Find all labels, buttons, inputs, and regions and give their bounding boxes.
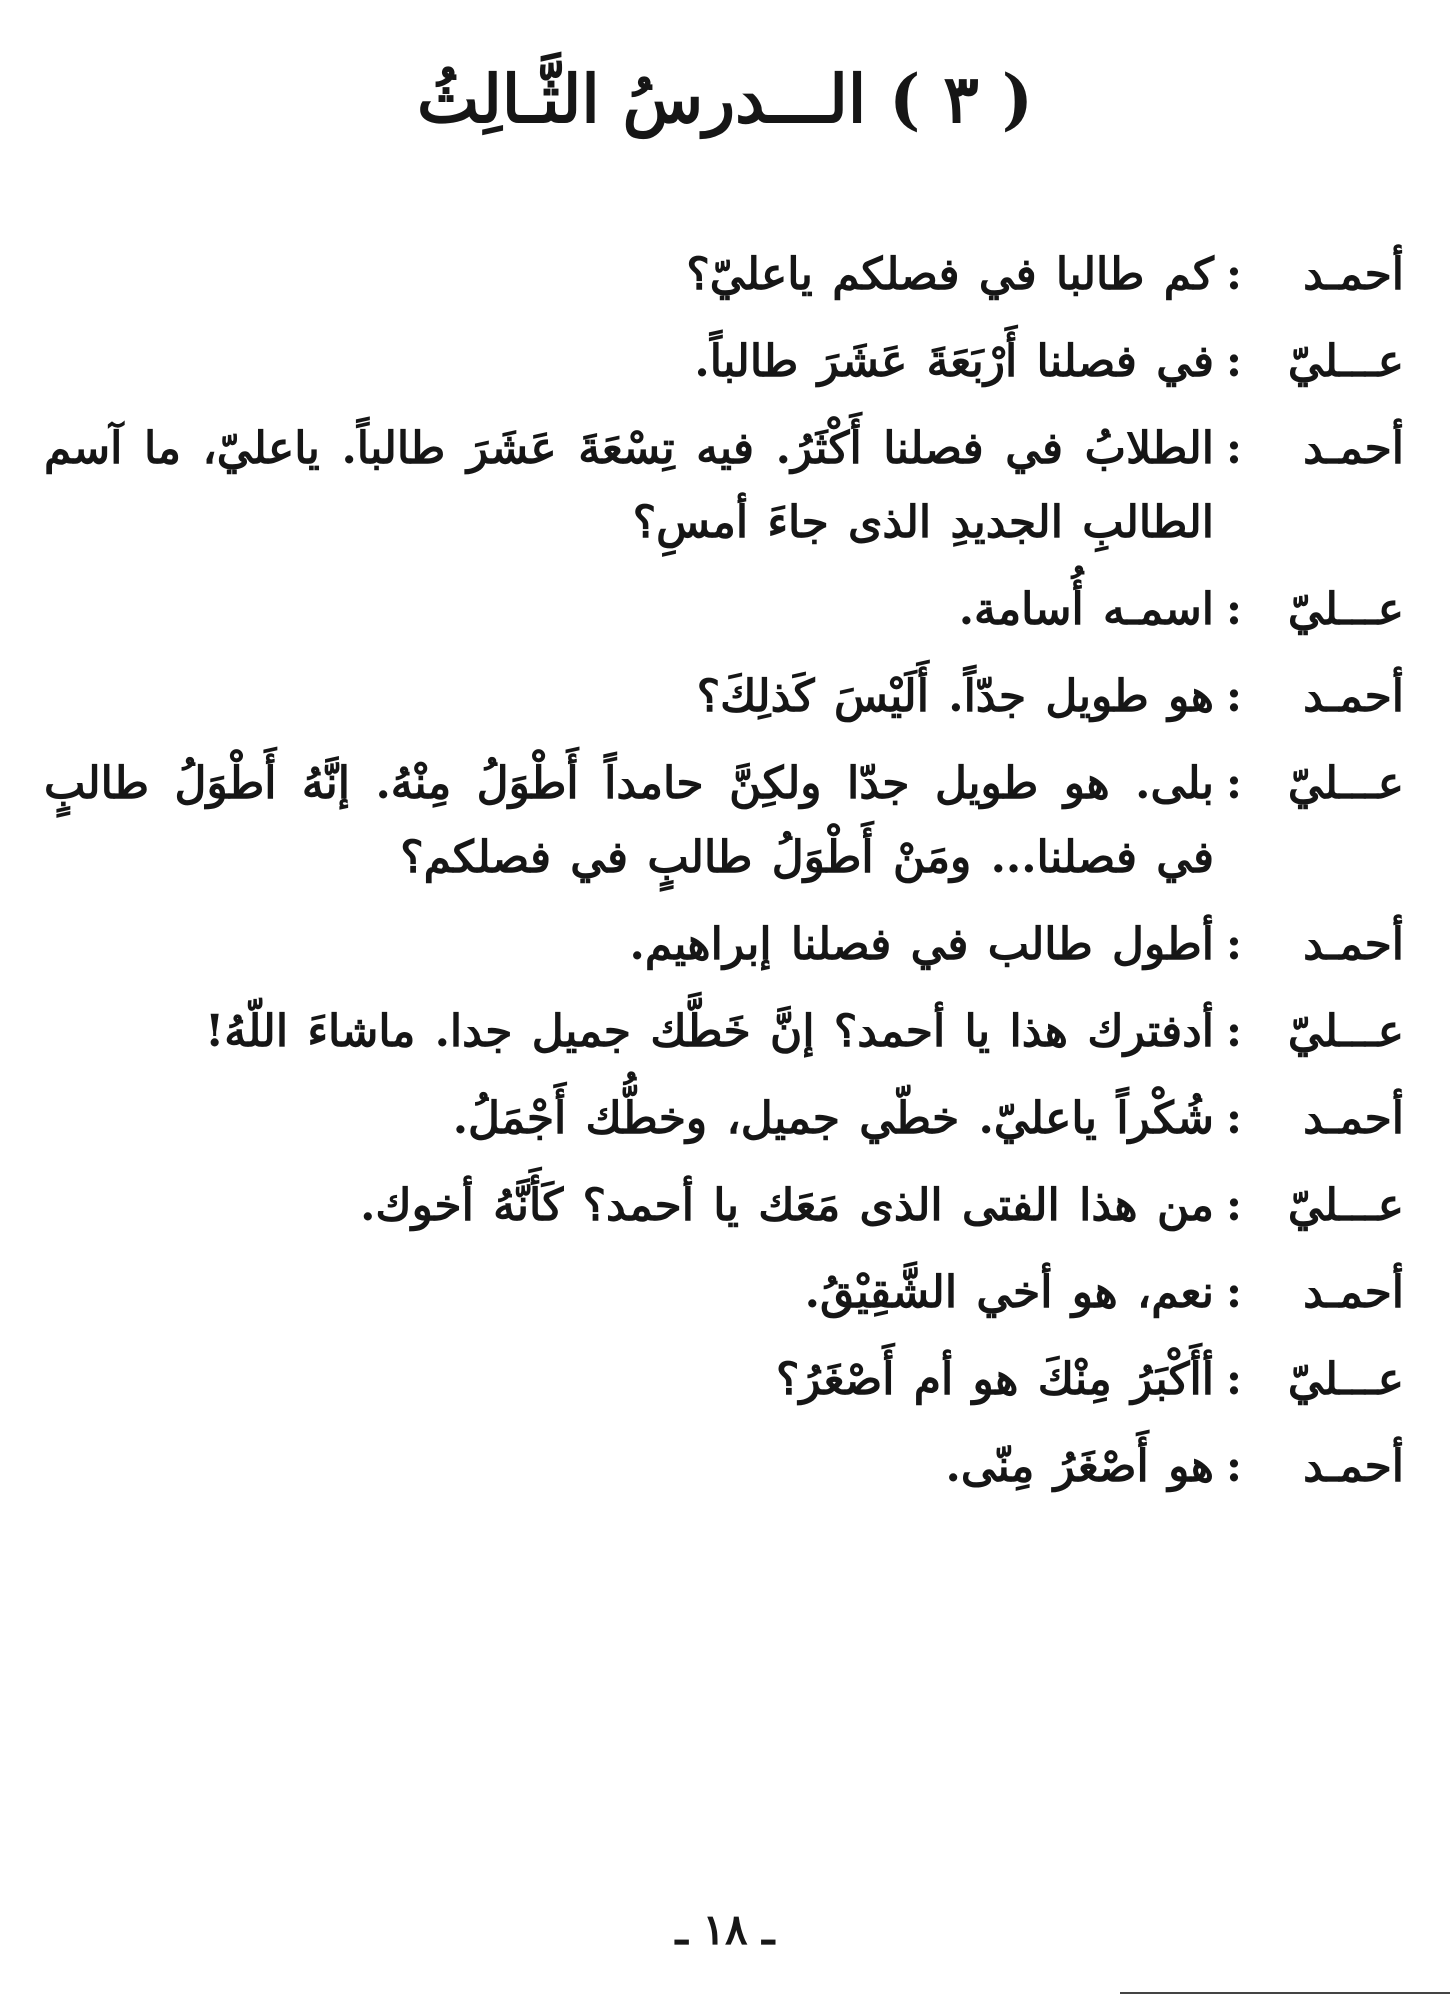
dialogue-text: أأَكْبَرُ مِنْكَ هو أم أَصْغَرُ؟	[776, 1354, 1214, 1405]
speaker-name: عـــليّ	[1287, 584, 1404, 635]
speaker-name: عـــليّ	[1287, 758, 1404, 809]
dialogue-text: هو أَصْغَرُ مِنّى.	[945, 1441, 1214, 1492]
speaker-separator: :	[1225, 1180, 1243, 1231]
dialogue-text: أطول طالب في فصلنا إبراهيم.	[629, 919, 1214, 970]
dialogue-line	[44, 412, 1404, 560]
dialogue-text: نعم، هو أخي الشَّقِيْقُ.	[804, 1267, 1214, 1318]
dialogue-line	[44, 325, 1404, 399]
speaker-name: أحمـد	[1303, 423, 1404, 474]
dialogue-text: أدفترك هذا يا أحمد؟ إنَّ خَطَّك جميل جدا. ماشاءَ اللّهُ!	[204, 1006, 1214, 1057]
speaker-name: عـــليّ	[1287, 1180, 1404, 1231]
speaker-name: أحمـد	[1303, 671, 1404, 722]
speaker-separator: :	[1225, 1006, 1243, 1057]
speaker-separator: :	[1225, 919, 1243, 970]
dialogue-text: بلى. هو طويل جدّا ولكِنَّ حامداً أَطْوَلُ مِنْهُ. إنَّهُ أَطْوَلُ طالبٍ في فصلنا... ومَنْ أَطْوَلُ طالبٍ في فصلكم؟	[44, 758, 1214, 883]
dialogue-line	[44, 573, 1404, 647]
dialogue-text: من هذا الفتى الذى مَعَك يا أحمد؟ كَأَنَّهُ أخوك.	[360, 1180, 1214, 1231]
speaker-separator: :	[1225, 249, 1243, 300]
dialogue-text: في فصلنا أَرْبَعَةَ عَشَرَ طالباً.	[694, 336, 1214, 387]
speaker-separator: :	[1225, 1267, 1243, 1318]
speaker-name: أحمـد	[1303, 1441, 1404, 1492]
dialogue-line	[44, 238, 1404, 312]
dialogue-line	[44, 1082, 1404, 1156]
dialogue-line	[44, 995, 1404, 1069]
footer-rule	[1120, 1992, 1450, 1994]
speaker-name: عـــليّ	[1287, 1006, 1404, 1057]
speaker-name: عـــليّ	[1287, 1354, 1404, 1405]
speaker-name: أحمـد	[1303, 919, 1404, 970]
dialogue-line	[44, 660, 1404, 734]
lesson-title: ( ٣ ) الـــدرسُ الثَّـالِثُ	[416, 60, 1034, 138]
dialogue-text: الطلابُ في فصلنا أَكْثَرُ. فيه تِسْعَةَ عَشَرَ طالباً. ياعليّ، ما آسم الطالبِ الجديدِ الذى جاءَ أمسِ؟	[44, 423, 1214, 548]
speaker-separator: :	[1225, 671, 1243, 722]
speaker-separator: :	[1225, 758, 1243, 809]
dialogue-text: شُكْراً ياعليّ. خطّي جميل، وخطُّك أَجْمَلُ.	[452, 1093, 1214, 1144]
speaker-separator: :	[1225, 1093, 1243, 1144]
speaker-name: أحمـد	[1303, 1093, 1404, 1144]
dialogue-line	[44, 1169, 1404, 1243]
speaker-separator: :	[1225, 584, 1243, 635]
dialogue-line	[44, 908, 1404, 982]
speaker-name: عـــليّ	[1287, 336, 1404, 387]
dialogue-line	[44, 747, 1404, 895]
speaker-separator: :	[1225, 423, 1243, 474]
dialogue-line	[44, 1343, 1404, 1417]
dialogue-line	[44, 1256, 1404, 1330]
speaker-separator: :	[1225, 1354, 1243, 1405]
dialogue-text: اسمـه أُسامة.	[958, 584, 1214, 635]
dialogue	[44, 238, 1404, 1517]
page-number: ـ ١٨ ـ	[675, 1905, 775, 1954]
speaker-separator: :	[1225, 336, 1243, 387]
dialogue-text: كم طالبا في فصلكم ياعليّ؟	[686, 249, 1214, 300]
speaker-separator: :	[1225, 1441, 1243, 1492]
speaker-name: أحمـد	[1303, 1267, 1404, 1318]
dialogue-line	[44, 1430, 1404, 1504]
dialogue-text: هو طويل جدّاً. أَلَيْسَ كَذلِكَ؟	[696, 671, 1214, 722]
speaker-name: أحمـد	[1303, 249, 1404, 300]
